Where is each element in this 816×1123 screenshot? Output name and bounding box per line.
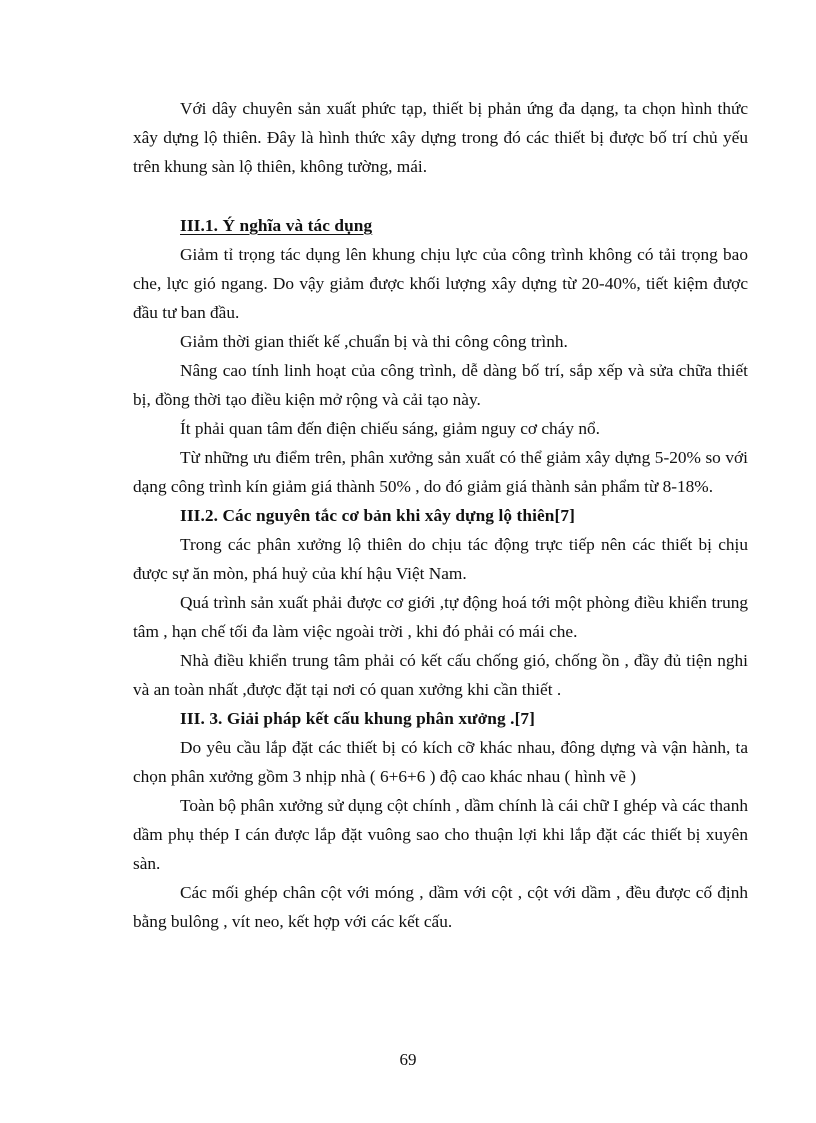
page-number: 69 bbox=[399, 1050, 417, 1069]
section-3-paragraph-1: Do yêu cầu lắp đặt các thiết bị có kích cỡ khác nhau, đông dựng và vận hành, ta chọn phân xưởng gồm 3 nhịp nhà ( 6+6+6 ) độ cao khác nhau ( hình vẽ ) bbox=[133, 738, 748, 786]
section-1-paragraph-1: Giảm tỉ trọng tác dụng lên khung chịu lực của công trình không có tải trọng bao che, lực gió ngang. Do vậy giảm được khối lượng xây dựng từ 20-40%, tiết kiệm được đầu tư ban đầu. bbox=[133, 245, 748, 322]
section-1-heading: III.1. Ý nghĩa và tác dụng bbox=[180, 216, 373, 235]
section-1-paragraph-4: Ít phải quan tâm đến điện chiếu sáng, giảm nguy cơ cháy nổ. bbox=[180, 419, 600, 438]
section-3-paragraph-2: Toàn bộ phân xưởng sử dụng cột chính , dầm chính là cái chữ I ghép và các thanh dầm phụ thép I cán được lắp đặt vuông sao cho thuận lợi khi lắp đặt các thiết bị xuyên sàn. bbox=[133, 796, 748, 873]
section-2-paragraph-2: Quá trình sản xuất phải được cơ giới ,tự động hoá tới một phòng điều khiển trung tâm , hạn chế tối đa làm việc ngoài trời , khi đó phải có mái che. bbox=[133, 593, 748, 641]
section-1-paragraph-2: Giảm thời gian thiết kế ,chuẩn bị và thi công công trình. bbox=[180, 332, 568, 351]
section-3-paragraph-3: Các mối ghép chân cột với móng , dầm với cột , cột với dầm , đều được cố định bằng bulông , vít neo, kết hợp với các kết cấu. bbox=[133, 883, 748, 931]
document-page bbox=[133, 94, 748, 936]
section-2-paragraph-1: Trong các phân xưởng lộ thiên do chịu tác động trực tiếp nên các thiết bị chịu được sự ăn mòn, phá huỷ của khí hậu Việt Nam. bbox=[133, 535, 748, 583]
section-3-heading: III. 3. Giải pháp kết cấu khung phân xưởng .[7] bbox=[180, 709, 536, 728]
section-2-heading: III.2. Các nguyên tắc cơ bản khi xây dựng lộ thiên[7] bbox=[180, 506, 575, 525]
section-1-paragraph-5: Từ những ưu điểm trên, phân xưởng sản xuất có thể giảm xây dựng 5-20% so với dạng công trình kín giảm giá thành 50% , do đó giảm giá thành sản phẩm từ 8-18%. bbox=[133, 448, 748, 496]
section-1-paragraph-3: Nâng cao tính linh hoạt của công trình, dễ dàng bố trí, sắp xếp và sửa chữa thiết bị, đồng thời tạo điều kiện mở rộng và cải tạo này. bbox=[133, 361, 748, 409]
intro-paragraph: Với dây chuyên sản xuất phức tạp, thiết bị phản ứng đa dạng, ta chọn hình thức xây dựng lộ thiên. Đây là hình thức xây dựng trong đó các thiết bị được bố trí chủ yếu trên khung sàn lộ thiên, không tường, mái. bbox=[133, 99, 748, 176]
section-2-paragraph-3: Nhà điều khiển trung tâm phải có kết cấu chống gió, chống ồn , đầy đủ tiện nghi và an toàn nhất ,được đặt tại nơi có quan xưởng khi cần thiết . bbox=[133, 651, 748, 699]
